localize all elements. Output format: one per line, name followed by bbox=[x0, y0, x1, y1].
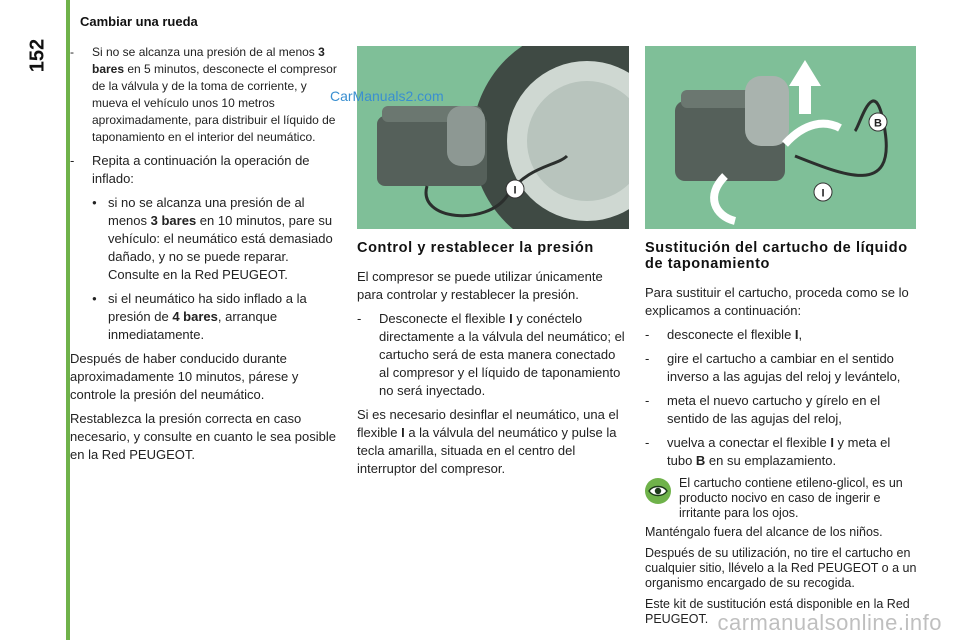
arrow-rotate-down-icon bbox=[714, 176, 735, 221]
bullet-item: ● si el neumático ha sido inflado a la presión de 4 bares, arranque inmediatamente. bbox=[70, 290, 342, 344]
eye-icon bbox=[645, 478, 671, 504]
bullet-item: ● si no se alcanza una presión de al menos 3 bares en 10 minutos, pare su vehículo: el neumático está demasiado dañado, y no se puede reparar. Consulte en la Red PEUGEOT. bbox=[70, 194, 342, 284]
eye-icon-graphic bbox=[648, 484, 668, 498]
list-item: - vuelva a conectar el flexible I y meta el tubo B en su emplazamiento. bbox=[645, 434, 917, 470]
compressor-tyre-illustration bbox=[357, 46, 629, 229]
paragraph: Para sustituir el cartucho, proceda como se lo explicamos a continuación: bbox=[645, 285, 909, 318]
section-heading: Sustitución del cartucho de líquido de taponamiento bbox=[645, 240, 908, 272]
footer-watermark: carmanualsonline.info bbox=[717, 610, 942, 635]
arrow-rotate-icon bbox=[785, 124, 840, 144]
arrow-up-icon bbox=[789, 60, 821, 114]
column-middle bbox=[357, 240, 629, 484]
list-item: - gire el cartucho a cambiar en el sentido inverso a las agujas del reloj y levántelo, bbox=[645, 350, 917, 386]
column-left bbox=[70, 44, 342, 470]
column-right bbox=[645, 240, 917, 633]
list-item: - desconecte el flexible I, bbox=[645, 326, 917, 344]
top-watermark: CarManuals2.com bbox=[330, 88, 444, 104]
list-item: - Si no se alcanza una presión de al menos 3 bares en 5 minutos, desconecte el compresor de la válvula y de la toma de corriente, y mueva el vehículo unos 10 metros aproximadamente, para distribuir el líquido de taponamiento en el interior del neumático. bbox=[70, 44, 342, 146]
paragraph: Este kit de sustitución está disponible en la Red PEUGEOT. bbox=[645, 597, 910, 626]
list-item: - Repita a continuación la operación de inflado: bbox=[70, 152, 342, 188]
list-item: - Desconecte el flexible I y conéctelo directamente a la válvula del neumático; el cartucho será de esta manera conectado al compresor y el líquido de taponamiento no será inyectado. bbox=[357, 310, 629, 400]
paragraph: Si es necesario desinflar el neumático, una el flexible I a la válvula del neumático y pulse la tecla amarilla, situada en el centro del interruptor del compresor. bbox=[357, 407, 619, 476]
list-item: - meta el nuevo cartucho y gírelo en el sentido de las agujas del reloj, bbox=[645, 392, 917, 428]
figure-cartridge-replacement bbox=[645, 46, 916, 229]
sealant-cartridge bbox=[447, 106, 485, 166]
paragraph: El compresor se puede utilizar únicamente para controlar y restablecer la presión. bbox=[357, 269, 603, 302]
section-title: Cambiar una rueda bbox=[80, 14, 198, 29]
label-i: I bbox=[513, 184, 517, 197]
warning-note: El cartucho contiene etileno-glicol, es un producto nocivo en caso de ingerir e irritante para los ojos. bbox=[645, 476, 917, 521]
sealant-cartridge bbox=[745, 76, 789, 146]
paragraph: Después de su utilización, no tire el cartucho en cualquier sitio, llévelo a la Red PEUGEOT o a un organismo encargado de su recogida. bbox=[645, 546, 917, 590]
paragraph: Manténgalo fuera del alcance de los niños. bbox=[645, 525, 883, 539]
paragraph: Restablezca la presión correcta en caso necesario, y consulte en cuanto le sea posible en la Red PEUGEOT. bbox=[70, 411, 336, 462]
figure-compressor-tyre bbox=[357, 46, 629, 229]
label-i: I bbox=[821, 187, 825, 200]
cartridge-replacement-illustration bbox=[645, 46, 916, 229]
page-number: 152 bbox=[26, 38, 49, 73]
paragraph: Después de haber conducido durante aproximadamente 10 minutos, párese y controle la presión del neumático. bbox=[70, 351, 299, 402]
label-b: B bbox=[874, 117, 882, 130]
section-heading: Control y restablecer la presión bbox=[357, 240, 594, 256]
